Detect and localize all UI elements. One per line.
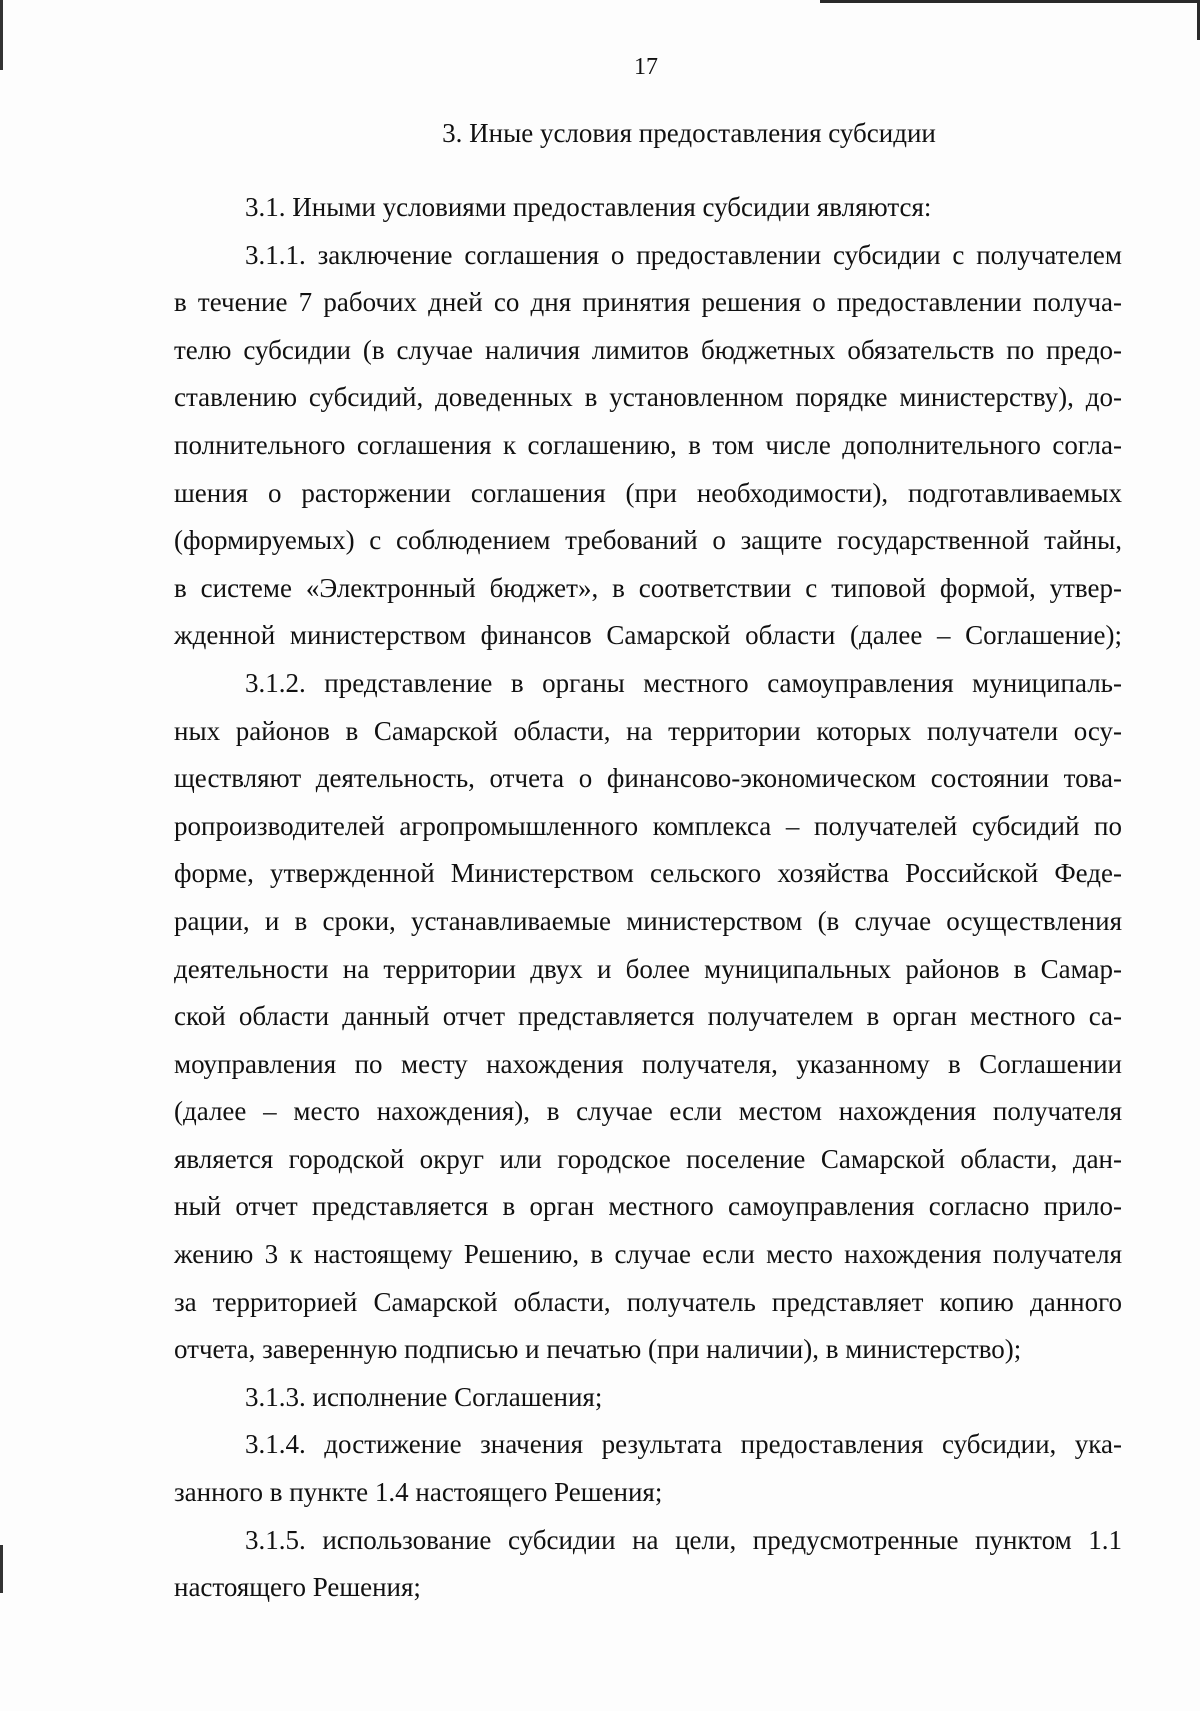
text-line: является городской округ или городское поселение Самарской области, дан-	[174, 1143, 1122, 1174]
text-line: ществляют деятельность, отчета о финансово-экономическом состоянии това-	[174, 763, 1122, 794]
text-line: 3.1.5. использование субсидии на цели, предусмотренные пунктом 1.1	[245, 1524, 1122, 1555]
text-line: ропроизводителей агропромышленного комплекса – получателей субсидий по	[174, 810, 1122, 841]
text-line: 3.1.2. представление в органы местного самоуправления муниципаль-	[245, 667, 1122, 698]
text-line: 3.1. Иными условиями предоставления субсидии являются:	[245, 192, 932, 222]
scan-edge-left	[0, 0, 3, 70]
text-line: за территорией Самарской области, получатель представляет копию данного	[174, 1286, 1122, 1317]
text-line: телю субсидии (в случае наличия лимитов бюджетных обязательств по предо-	[174, 334, 1122, 365]
text-line: жденной министерством финансов Самарской области (далее – Соглашение);	[174, 620, 1122, 651]
page-number: 17	[634, 54, 658, 80]
body-text	[174, 184, 1122, 1612]
text-line: полнительного соглашения к соглашению, в том числе дополнительного согла-	[174, 429, 1122, 460]
text-line: ный отчет представляется в орган местного самоуправления согласно прило-	[174, 1191, 1122, 1222]
text-line: деятельности на территории двух и более муниципальных районов в Самар-	[174, 953, 1122, 984]
text-line: (далее – место нахождения), в случае если местом нахождения получателя	[174, 1096, 1122, 1127]
text-line: отчета, заверенную подписью и печатью (при наличии), в министерство);	[174, 1334, 1022, 1365]
text-line: ных районов в Самарской области, на территории которых получатели осу-	[174, 715, 1122, 746]
text-line: настоящего Решения;	[174, 1572, 421, 1603]
text-line: 3.1.4. достижение значения результата предоставления субсидии, ука-	[245, 1429, 1122, 1460]
text-line: ставлению субсидий, доведенных в установленном порядке министерству), до-	[174, 382, 1122, 413]
text-line: 3.1.3. исполнение Соглашения;	[245, 1381, 603, 1412]
text-line: (формируемых) с соблюдением требований о защите государственной тайны,	[174, 525, 1122, 556]
text-line: в системе «Электронный бюджет», в соответствии с типовой формой, утвер-	[174, 572, 1122, 603]
section-heading: 3. Иные условия предоставления субсидии	[442, 118, 936, 148]
scan-edge-top	[820, 0, 1200, 3]
text-line: занного в пункте 1.4 настоящего Решения;	[174, 1477, 663, 1508]
scan-edge-left-lower	[0, 1545, 3, 1593]
text-line: жению 3 к настоящему Решению, в случае если место нахождения получателя	[174, 1239, 1122, 1270]
text-line: форме, утвержденной Министерством сельского хозяйства Российской Феде-	[174, 858, 1122, 889]
text-line: рации, и в сроки, устанавливаемые министерством (в случае осуществления	[174, 905, 1122, 936]
text-line: ской области данный отчет представляется получателем в орган местного са-	[174, 1001, 1122, 1032]
text-line: 3.1.1. заключение соглашения о предоставлении субсидии с получателем	[245, 239, 1122, 270]
text-line: в течение 7 рабочих дней со дня принятия решения о предоставлении получа-	[174, 287, 1122, 318]
text-line: шения о расторжении соглашения (при необходимости), подготавливаемых	[174, 477, 1122, 508]
text-line: моуправления по месту нахождения получателя, указанному в Соглашении	[174, 1048, 1122, 1079]
